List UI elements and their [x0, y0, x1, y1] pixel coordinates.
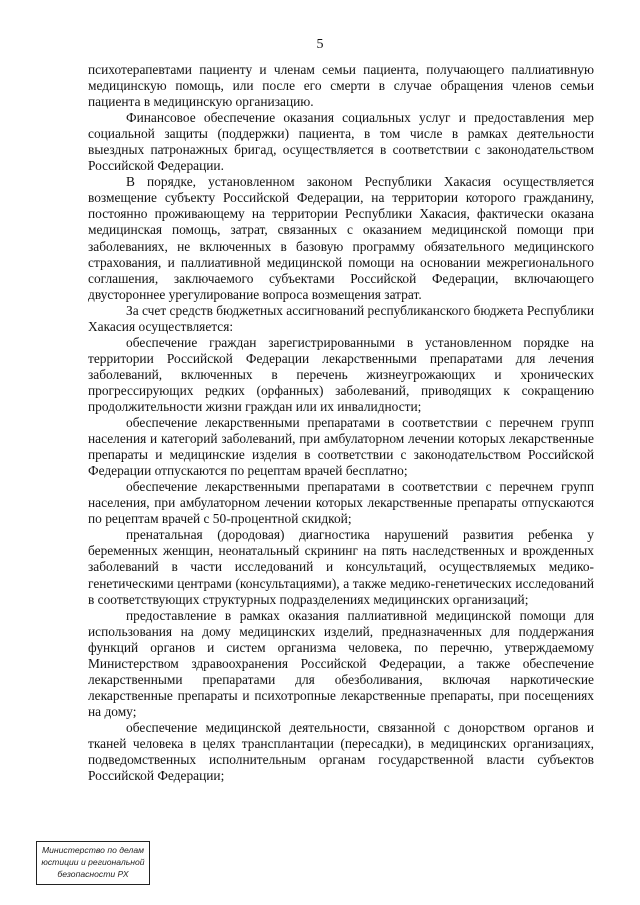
- list-item-orphan-drugs: обеспечение граждан зарегистрированными в установленном порядке на территории Российской Федерации лекарственными препаратами для лечения заболеваний, включенных в перечень жизнеугрожающих и хронических прогрессирующих редких (орфанных) заболеваний, приводящих к сокращению продолжительности жизни граждан или их инвалидности;: [88, 334, 594, 414]
- stamp-line: Министерство по делам: [41, 845, 145, 855]
- paragraph-financing-social-services: Финансовое обеспечение оказания социальных услуг и предоставления мер социальной защиты (поддержки) пациента, в том числе в рамках деятельности выездных патронажных бригад, осуществляется в соответствии с законодательством Российской Федерации.: [88, 110, 594, 174]
- document-body: [88, 62, 594, 784]
- list-item-discount-prescriptions: обеспечение лекарственными препаратами в соответствии с перечнем групп населения, при амбулаторном лечении которых лекарственные препараты отпускаются по рецептам врачей с 50-процентной скидкой;: [88, 479, 594, 527]
- paragraph-budget-intro: За счет средств бюджетных ассигнований республиканского бюджета Республики Хакасия осуществляется:: [88, 302, 595, 334]
- list-item-organ-donation: обеспечение медицинской деятельности, связанной с донорством органов и тканей человека в целях трансплантации (пересадки), в медицинских организациях, подведомственных исполнительным органам государственной власти субъектов Российской Федерации;: [88, 719, 594, 784]
- list-item-free-prescriptions: обеспечение лекарственными препаратами в соответствии с перечнем групп населения и категорий заболеваний, при амбулаторном лечении которых лекарственные препараты и медицинские изделия в соответствии с законодательством Российской Федерации отпускаются по рецептам врачей бесплатно;: [88, 415, 594, 479]
- paragraph-reimbursement: В порядке, установленном законом Республики Хакасия осуществляется возмещение субъекту Российской Федерации, на территории которого гражданину, постоянно проживающему на территории Республики Хакасия, фактически оказана медицинская помощь, затрат, связанных с оказанием медицинской помощи при заболеваниях, не включенных в базовую программу обязательного медицинского страхования, и паллиативной медицинской помощи на основании межрегионального соглашения, заключаемого субъектами Российской Федерации, включающего двустороннее урегулирование вопроса возмещения затрат.: [88, 174, 594, 302]
- ministry-stamp: [36, 841, 150, 885]
- page-number: 5: [316, 37, 324, 52]
- list-item-prenatal-diagnostics: пренатальная (дородовая) диагностика нарушений развития ребенка у беременных женщин, неонатальный скрининг на пять наследственных и врожденных заболеваний в части исследований и консультаций, осуществляемых медико-генетическими центрами (консультациями), а также медико-генетических исследований в соответствующих структурных подразделениях медицинских организаций;: [88, 527, 594, 607]
- stamp-line: юстиции и региональной: [41, 857, 145, 867]
- paragraph-continued: психотерапевтами пациенту и членам семьи пациента, получающего паллиативную медицинскую помощь, или после его смерти в случае обращения членов семьи пациента в медицинскую организацию.: [88, 62, 594, 110]
- list-item-palliative-home-devices: предоставление в рамках оказания паллиативной медицинской помощи для использования на дому медицинских изделий, предназначенных для поддержания функций органов и систем организма человека, по перечню, утверждаемому Министерством здравоохранения Российской Федерации, а также обеспечение лекарственными препаратами для обезболивания, включая наркотические лекарственные препараты и психотропные лекарственные препараты, при посещениях на дому;: [88, 607, 594, 719]
- stamp-line: безопасности РХ: [57, 869, 129, 879]
